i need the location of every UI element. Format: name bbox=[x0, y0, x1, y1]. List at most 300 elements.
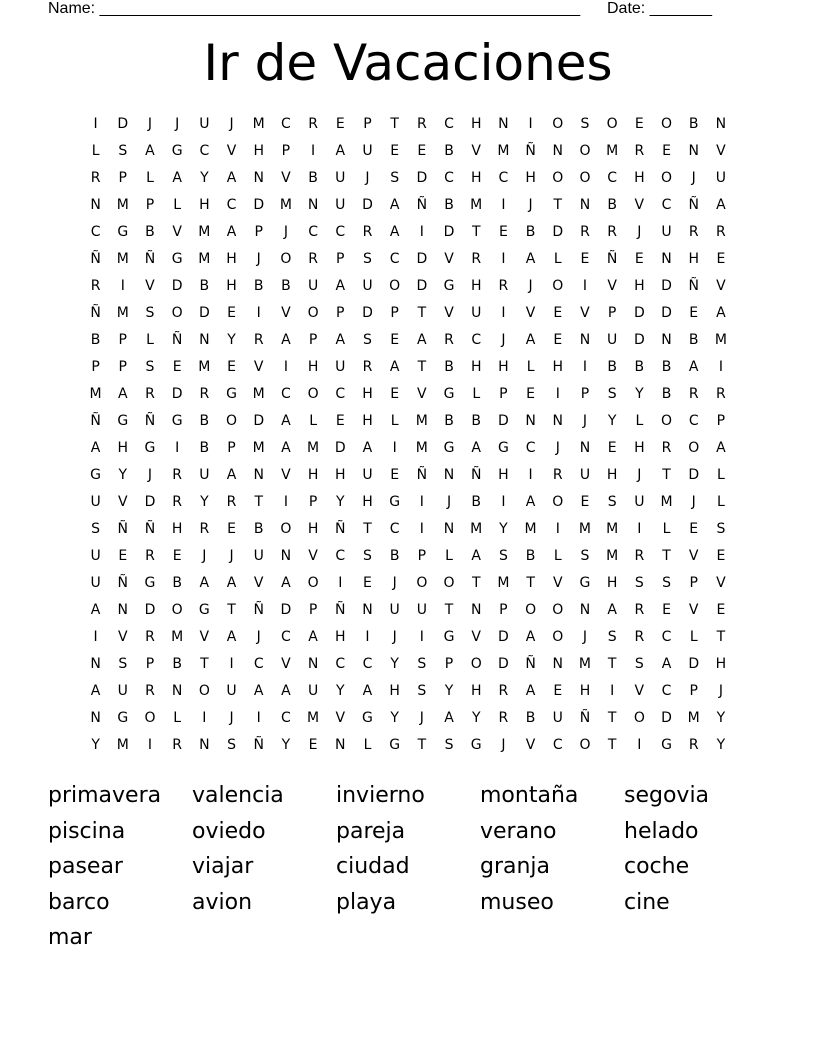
grid-letter: J bbox=[256, 629, 261, 645]
grid-letter: S bbox=[607, 629, 617, 645]
grid-letter: A bbox=[253, 683, 264, 699]
grid-letter: I bbox=[256, 305, 261, 321]
grid-letter: O bbox=[416, 575, 428, 591]
grid-letter: H bbox=[253, 143, 264, 159]
grid-letter: R bbox=[145, 386, 155, 402]
grid-letter: H bbox=[389, 683, 400, 699]
grid-letter: P bbox=[91, 359, 100, 375]
grid-letter: V bbox=[688, 602, 699, 618]
grid-letter: G bbox=[144, 575, 156, 591]
word-bank-item: helado bbox=[624, 818, 699, 844]
grid-letter: A bbox=[281, 413, 291, 429]
grid-letter: S bbox=[145, 305, 155, 321]
grid-letter: B bbox=[471, 494, 482, 510]
grid-letter: H bbox=[470, 683, 482, 699]
grid-letter: J bbox=[691, 170, 696, 186]
grid-letter: H bbox=[307, 359, 319, 375]
grid-letter: B bbox=[444, 197, 454, 213]
grid-letter: V bbox=[634, 683, 645, 699]
grid-letter: Y bbox=[118, 467, 128, 483]
grid-letter: I bbox=[93, 629, 98, 645]
grid-letter: L bbox=[173, 710, 182, 726]
word-search-grid bbox=[82, 111, 735, 759]
grid-letter: J bbox=[637, 467, 642, 483]
grid-letter: C bbox=[661, 197, 672, 213]
grid-letter: I bbox=[202, 710, 207, 726]
grid-letter: L bbox=[635, 413, 644, 429]
grid-letter: R bbox=[661, 440, 672, 456]
grid-letter: U bbox=[226, 683, 237, 699]
grid-letter: S bbox=[444, 737, 454, 753]
grid-letter: S bbox=[607, 494, 617, 510]
grid-letter: O bbox=[280, 251, 292, 267]
grid-letter: S bbox=[363, 332, 372, 348]
grid-letter: M bbox=[687, 710, 700, 726]
grid-letter: H bbox=[552, 359, 564, 375]
grid-letter: A bbox=[90, 602, 101, 618]
word-bank-item: valencia bbox=[192, 783, 284, 808]
grid-letter: O bbox=[525, 602, 537, 618]
grid-letter: H bbox=[579, 683, 591, 699]
grid-letter: E bbox=[118, 548, 128, 564]
grid-letter: S bbox=[634, 575, 644, 591]
grid-letter: V bbox=[580, 305, 590, 321]
grid-letter: T bbox=[254, 494, 263, 510]
grid-letter: R bbox=[145, 683, 155, 699]
grid-letter: J bbox=[256, 251, 261, 267]
grid-letter: R bbox=[145, 629, 155, 645]
grid-letter: G bbox=[144, 440, 156, 456]
grid-letter: Y bbox=[281, 737, 291, 753]
grid-letter: Y bbox=[200, 170, 209, 186]
name-field-label: Name: ______________________________________________________ bbox=[48, 0, 581, 17]
grid-letter: R bbox=[634, 602, 645, 618]
grid-letter: A bbox=[525, 251, 536, 267]
grid-letter: Y bbox=[91, 737, 100, 753]
grid-letter: E bbox=[634, 116, 644, 132]
grid-letter: D bbox=[334, 440, 346, 456]
grid-letter: L bbox=[91, 143, 100, 159]
grid-letter: C bbox=[253, 656, 264, 672]
grid-letter: S bbox=[91, 521, 101, 537]
grid-letter: A bbox=[471, 440, 481, 456]
grid-letter: Ñ bbox=[253, 737, 264, 753]
grid-letter: U bbox=[117, 683, 128, 699]
grid-letter: A bbox=[688, 359, 699, 375]
grid-letter: J bbox=[229, 710, 234, 726]
grid-letter: A bbox=[716, 305, 726, 321]
grid-letter: Ñ bbox=[144, 413, 156, 429]
grid-letter: A bbox=[90, 440, 101, 456]
grid-letter: A bbox=[525, 494, 536, 510]
grid-letter: H bbox=[470, 170, 482, 186]
grid-letter: M bbox=[470, 197, 483, 213]
grid-letter: E bbox=[308, 737, 318, 753]
grid-letter: I bbox=[256, 710, 261, 726]
grid-letter: M bbox=[578, 656, 592, 672]
grid-letter: L bbox=[662, 521, 671, 537]
grid-letter: P bbox=[390, 305, 399, 321]
grid-letter: R bbox=[226, 494, 237, 510]
grid-letter: O bbox=[661, 116, 673, 132]
grid-letter: M bbox=[470, 521, 483, 537]
grid-letter: S bbox=[417, 683, 427, 699]
grid-letter: V bbox=[525, 305, 536, 321]
grid-letter: R bbox=[362, 359, 373, 375]
grid-letter: A bbox=[716, 440, 726, 456]
word-bank-item: coche bbox=[624, 854, 690, 879]
grid-letter: U bbox=[362, 278, 373, 294]
grid-letter: V bbox=[253, 359, 264, 375]
grid-letter: M bbox=[307, 710, 320, 726]
grid-letter: Ñ bbox=[253, 602, 264, 618]
grid-letter: U bbox=[607, 332, 618, 348]
grid-letter: M bbox=[252, 116, 265, 132]
grid-letter: U bbox=[634, 494, 645, 510]
grid-letter: J bbox=[582, 629, 588, 645]
grid-letter: D bbox=[416, 278, 428, 294]
grid-letter: A bbox=[226, 224, 237, 240]
grid-letter: M bbox=[714, 332, 727, 348]
grid-letter: E bbox=[363, 575, 372, 591]
grid-letter: T bbox=[444, 602, 454, 618]
grid-letter: Y bbox=[227, 332, 236, 348]
grid-letter: M bbox=[198, 224, 211, 240]
grid-letter: M bbox=[524, 521, 537, 537]
grid-letter: B bbox=[525, 224, 536, 240]
grid-letter: D bbox=[633, 305, 645, 321]
grid-letter: O bbox=[552, 278, 564, 294]
grid-letter: R bbox=[716, 386, 726, 402]
grid-letter: I bbox=[610, 683, 615, 699]
grid-letter: C bbox=[444, 170, 454, 186]
grid-letter: T bbox=[363, 521, 372, 537]
grid-letter: C bbox=[226, 197, 237, 213]
grid-letter: D bbox=[661, 278, 672, 294]
grid-letter: A bbox=[362, 440, 373, 456]
grid-letter: L bbox=[390, 413, 399, 429]
grid-letter: J bbox=[392, 575, 397, 591]
grid-letter: U bbox=[90, 575, 101, 591]
grid-letter: P bbox=[499, 602, 508, 618]
grid-letter: N bbox=[688, 143, 699, 159]
grid-letter: M bbox=[497, 575, 510, 591]
grid-letter: B bbox=[444, 413, 454, 429]
grid-letter: B bbox=[607, 359, 617, 375]
grid-letter: A bbox=[335, 143, 346, 159]
grid-letter: A bbox=[471, 548, 481, 564]
grid-letter: B bbox=[444, 143, 454, 159]
grid-letter: A bbox=[281, 683, 291, 699]
grid-letter: C bbox=[661, 683, 672, 699]
grid-letter: D bbox=[171, 278, 183, 294]
grid-letter: O bbox=[661, 170, 673, 186]
grid-letter: T bbox=[417, 359, 427, 375]
grid-letter: D bbox=[661, 710, 672, 726]
grid-letter: M bbox=[660, 494, 673, 510]
grid-letter: T bbox=[553, 197, 563, 213]
grid-letter: T bbox=[417, 737, 427, 753]
grid-letter: P bbox=[254, 224, 263, 240]
grid-letter: O bbox=[171, 305, 183, 321]
grid-letter: G bbox=[497, 440, 509, 456]
grid-letter: E bbox=[172, 548, 182, 564]
grid-letter: C bbox=[471, 332, 482, 348]
grid-letter: C bbox=[199, 143, 210, 159]
grid-letter: P bbox=[227, 440, 236, 456]
grid-letter: T bbox=[390, 116, 399, 132]
grid-letter: M bbox=[252, 386, 265, 402]
grid-letter: N bbox=[579, 440, 591, 456]
grid-letter: N bbox=[253, 467, 264, 483]
grid-letter: P bbox=[607, 305, 617, 321]
grid-letter: S bbox=[363, 251, 372, 267]
grid-letter: H bbox=[688, 251, 699, 267]
grid-letter: J bbox=[147, 467, 153, 483]
grid-letter: B bbox=[281, 278, 291, 294]
grid-letter: A bbox=[389, 224, 400, 240]
word-bank-item: playa bbox=[336, 889, 397, 915]
grid-letter: G bbox=[389, 494, 401, 510]
grid-letter: M bbox=[252, 440, 265, 456]
grid-letter: P bbox=[580, 386, 590, 402]
grid-letter: C bbox=[281, 386, 291, 402]
word-bank-item: montaña bbox=[480, 783, 579, 808]
grid-letter: I bbox=[419, 224, 424, 240]
grid-letter: H bbox=[470, 278, 482, 294]
grid-letter: C bbox=[335, 548, 346, 564]
grid-letter: B bbox=[634, 359, 645, 375]
grid-letter: D bbox=[253, 197, 265, 213]
grid-letter: V bbox=[281, 467, 291, 483]
grid-letter: H bbox=[362, 413, 373, 429]
grid-letter: C bbox=[688, 413, 699, 429]
word-bank-item: granja bbox=[480, 854, 551, 879]
grid-letter: I bbox=[229, 656, 234, 672]
grid-letter: T bbox=[227, 602, 236, 618]
grid-letter: H bbox=[498, 359, 509, 375]
grid-letter: R bbox=[471, 251, 482, 267]
grid-letter: N bbox=[280, 548, 292, 564]
grid-letter: T bbox=[607, 737, 617, 753]
grid-letter: G bbox=[117, 710, 129, 726]
grid-letter: N bbox=[90, 710, 101, 726]
grid-letter: O bbox=[579, 170, 591, 186]
grid-letter: P bbox=[444, 656, 454, 672]
grid-letter: J bbox=[175, 116, 180, 132]
grid-letter: N bbox=[199, 737, 210, 753]
grid-letter: B bbox=[525, 710, 536, 726]
grid-letter: D bbox=[633, 332, 645, 348]
grid-letter: A bbox=[199, 575, 210, 591]
grid-letter: M bbox=[171, 629, 184, 645]
grid-letter: M bbox=[116, 737, 129, 753]
grid-letter: D bbox=[416, 251, 428, 267]
grid-letter: V bbox=[417, 386, 427, 402]
grid-letter: D bbox=[198, 305, 210, 321]
grid-letter: H bbox=[307, 521, 319, 537]
grid-letter: Y bbox=[336, 683, 345, 699]
grid-letter: V bbox=[716, 575, 726, 591]
grid-letter: S bbox=[118, 656, 128, 672]
grid-letter: N bbox=[579, 602, 591, 618]
grid-letter: R bbox=[634, 548, 645, 564]
grid-letter: M bbox=[606, 548, 619, 564]
grid-letter: R bbox=[634, 629, 645, 645]
grid-letter: E bbox=[553, 332, 563, 348]
grid-letter: E bbox=[335, 116, 345, 132]
grid-letter: L bbox=[309, 413, 317, 429]
grid-letter: R bbox=[199, 386, 210, 402]
grid-letter: E bbox=[580, 251, 590, 267]
grid-letter: P bbox=[118, 332, 127, 348]
grid-letter: E bbox=[689, 305, 699, 321]
grid-letter: R bbox=[688, 386, 699, 402]
grid-letter: U bbox=[416, 602, 427, 618]
grid-letter: I bbox=[419, 494, 424, 510]
page-title: Ir de Vacaciones bbox=[203, 34, 613, 92]
grid-letter: S bbox=[145, 359, 155, 375]
grid-letter: E bbox=[716, 548, 726, 564]
grid-letter: Y bbox=[607, 413, 617, 429]
grid-letter: N bbox=[362, 602, 373, 618]
grid-letter: T bbox=[471, 575, 481, 591]
grid-letter: C bbox=[308, 224, 318, 240]
word-bank-item: ciudad bbox=[336, 854, 410, 879]
grid-letter: B bbox=[688, 116, 699, 132]
grid-letter: R bbox=[90, 278, 101, 294]
grid-letter: R bbox=[172, 494, 183, 510]
grid-letter: I bbox=[338, 575, 343, 591]
grid-letter: L bbox=[689, 629, 698, 645]
grid-letter: C bbox=[389, 251, 400, 267]
grid-letter: G bbox=[443, 440, 455, 456]
grid-letter: B bbox=[607, 197, 617, 213]
word-bank-item: pasear bbox=[48, 854, 123, 879]
grid-letter: V bbox=[308, 548, 318, 564]
grid-letter: A bbox=[362, 683, 373, 699]
grid-letter: C bbox=[389, 521, 400, 537]
grid-letter: V bbox=[471, 629, 481, 645]
grid-letter: U bbox=[307, 683, 319, 699]
grid-letter: D bbox=[498, 413, 509, 429]
grid-letter: N bbox=[90, 656, 101, 672]
grid-letter: C bbox=[335, 656, 346, 672]
grid-letter: D bbox=[688, 467, 700, 483]
grid-letter: O bbox=[226, 413, 238, 429]
grid-letter: R bbox=[634, 143, 645, 159]
grid-letter: P bbox=[417, 548, 427, 564]
grid-letter: I bbox=[637, 737, 642, 753]
grid-letter: H bbox=[335, 629, 346, 645]
grid-letter: C bbox=[661, 629, 672, 645]
grid-letter: H bbox=[226, 278, 237, 294]
grid-letter: V bbox=[716, 143, 726, 159]
grid-letter: G bbox=[470, 737, 482, 753]
grid-letter: E bbox=[689, 521, 699, 537]
grid-letter: U bbox=[90, 494, 101, 510]
grid-letter: B bbox=[199, 413, 210, 429]
grid-letter: J bbox=[637, 224, 642, 240]
grid-letter: N bbox=[552, 143, 564, 159]
grid-letter: E bbox=[607, 440, 617, 456]
grid-letter: G bbox=[171, 143, 183, 159]
grid-letter: O bbox=[579, 737, 591, 753]
grid-letter: C bbox=[281, 629, 291, 645]
grid-letter: E bbox=[553, 683, 563, 699]
grid-letter: P bbox=[145, 656, 155, 672]
grid-letter: I bbox=[311, 143, 316, 159]
grid-letter: P bbox=[336, 305, 345, 321]
grid-letter: H bbox=[715, 656, 727, 672]
grid-letter: Y bbox=[716, 737, 726, 753]
grid-letter: T bbox=[526, 575, 535, 591]
grid-letter: N bbox=[335, 737, 346, 753]
grid-letter: O bbox=[661, 413, 673, 429]
grid-letter: E bbox=[417, 143, 427, 159]
grid-letter: G bbox=[443, 278, 455, 294]
grid-letter: N bbox=[579, 197, 591, 213]
grid-letter: H bbox=[307, 467, 319, 483]
grid-letter: S bbox=[498, 548, 508, 564]
grid-letter: U bbox=[335, 170, 346, 186]
grid-letter: J bbox=[419, 710, 424, 726]
grid-letter: U bbox=[199, 467, 210, 483]
grid-letter: P bbox=[716, 413, 726, 429]
word-bank-item: oviedo bbox=[192, 818, 266, 844]
grid-letter: N bbox=[715, 116, 727, 132]
grid-letter: N bbox=[443, 467, 455, 483]
grid-letter: L bbox=[445, 548, 453, 564]
grid-letter: A bbox=[117, 386, 128, 402]
grid-letter: O bbox=[389, 278, 401, 294]
grid-letter: G bbox=[171, 413, 183, 429]
grid-letter: H bbox=[525, 170, 536, 186]
grid-letter: I bbox=[120, 278, 125, 294]
grid-letter: A bbox=[417, 332, 427, 348]
grid-letter: B bbox=[145, 224, 155, 240]
grid-letter: P bbox=[689, 683, 698, 699]
grid-letter: O bbox=[307, 386, 319, 402]
grid-letter: D bbox=[280, 602, 292, 618]
grid-letter: O bbox=[552, 116, 564, 132]
grid-letter: R bbox=[172, 737, 183, 753]
grid-letter: N bbox=[307, 197, 319, 213]
grid-letter: A bbox=[281, 440, 291, 456]
grid-letter: E bbox=[335, 413, 345, 429]
grid-letter: L bbox=[363, 737, 372, 753]
grid-letter: O bbox=[171, 602, 183, 618]
grid-letter: V bbox=[199, 629, 210, 645]
grid-letter: T bbox=[417, 305, 427, 321]
grid-letter: T bbox=[662, 548, 671, 564]
grid-letter: T bbox=[471, 224, 481, 240]
grid-letter: E bbox=[716, 602, 726, 618]
grid-letter: O bbox=[552, 602, 564, 618]
grid-letter: V bbox=[688, 548, 699, 564]
grid-letter: M bbox=[198, 359, 211, 375]
grid-letter: Ñ bbox=[144, 521, 156, 537]
grid-letter: C bbox=[335, 224, 346, 240]
grid-letter: I bbox=[419, 521, 424, 537]
grid-letter: Ñ bbox=[117, 575, 129, 591]
grid-letter: R bbox=[716, 224, 726, 240]
word-bank-item: piscina bbox=[48, 818, 126, 844]
grid-letter: E bbox=[227, 359, 236, 375]
grid-letter: M bbox=[497, 143, 510, 159]
grid-letter: I bbox=[555, 386, 560, 402]
grid-letter: G bbox=[226, 386, 237, 402]
